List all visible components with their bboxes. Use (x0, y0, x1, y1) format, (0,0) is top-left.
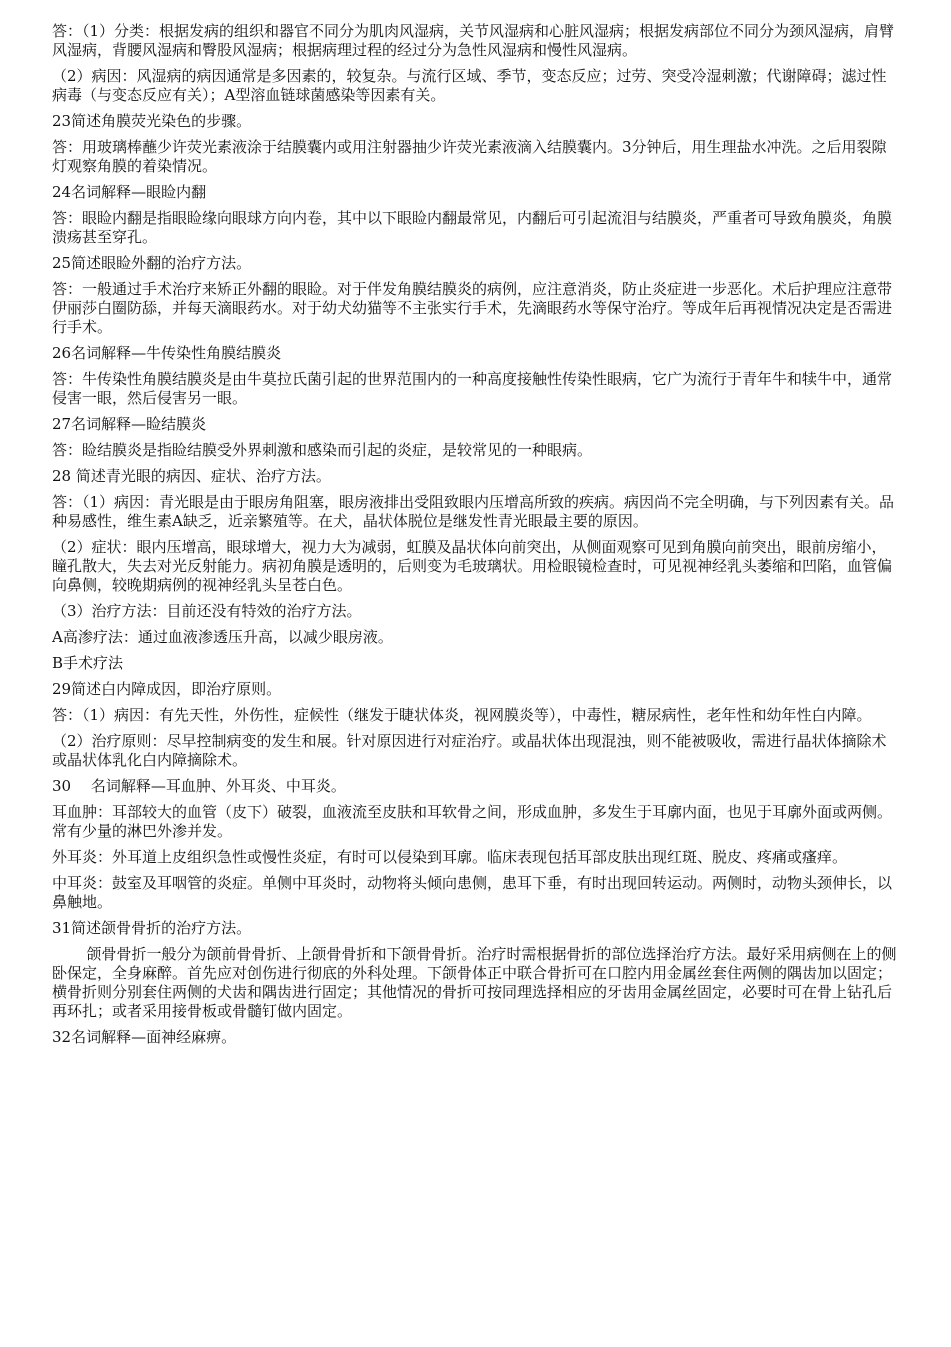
question-29: 29简述白内障成因，即治疗原则。 (52, 680, 282, 698)
answer-23: 答：用玻璃棒蘸少许荧光素液涂于结膜囊内或用注射器抽少许荧光素液滴入结膜囊内。3分钟后，用生理盐水冲洗。之后用裂隙灯观察角膜的着染情况。 (52, 138, 887, 175)
answer-25: 答：一般通过手术治疗来矫正外翻的眼睑。对于伴发角膜结膜炎的病例，应注意消炎，防止炎症进一步恶化。术后护理应注意带伊丽莎白圈防舔，并每天滴眼药水。对于幼犬幼猫等不主张实行手术，先滴眼药水等保守治疗。等成年后再视情况决定是否需进行手术。 (52, 280, 893, 336)
answer-22-cause: （2）病因：风湿病的病因通常是多因素的，较复杂。与流行区域、季节，变态反应；过劳、突受冷湿刺激；代谢障碍；滤过性病毒（与变态反应有关）；A型溶血链球菌感染等因素有关。 (52, 67, 887, 104)
answer-24: 答：眼睑内翻是指眼睑缘向眼球方向内卷，其中以下眼睑内翻最常见，内翻后可引起流泪与结膜炎，严重者可导致角膜炎，角膜溃疡甚至穿孔。 (52, 209, 893, 246)
answer-27: 答：睑结膜炎是指睑结膜受外界刺激和感染而引起的炎症，是较常见的一种眼病。 (52, 441, 593, 459)
answer-29-cause: 答：（1）病因：有先天性，外伤性，症候性（继发于睫状体炎，视网膜炎等），中毒性，糖尿病性，老年性和幼年性白内障。 (52, 706, 872, 724)
answer-28-treatment-a: A高渗疗法：通过血液渗透压升高，以减少眼房液。 (52, 628, 393, 646)
question-28: 28 简述青光眼的病因、症状、治疗方法。 (52, 467, 331, 485)
question-24: 24名词解释—眼睑内翻 (52, 183, 207, 201)
answer-30-ear-hematoma: 耳血肿：耳部较大的血管（皮下）破裂，血液流至皮肤和耳软骨之间，形成血肿，多发生于耳廓内面，也见于耳廓外面或两侧。常有少量的淋巴外渗并发。 (52, 803, 893, 840)
answer-29-principle: （2）治疗原则：尽早控制病变的发生和展。针对原因进行对症治疗。或晶状体出现混浊，则不能被吸收，需进行晶状体摘除术或晶状体乳化白内障摘除术。 (52, 732, 887, 769)
answer-22-classification: 答：（1）分类：根据发病的组织和器官不同分为肌肉风湿病，关节风湿病和心脏风湿病；根据发病部位不同分为颈风湿病，肩臂风湿病，背腰风湿病和臀股风湿病；根据病理过程的经过分为急性风湿病和慢性风湿病。 (52, 22, 895, 59)
answer-28-symptoms: （2）症状：眼内压增高，眼球增大，视力大为减弱，虹膜及晶状体向前突出，从侧面观察可见到角膜向前突出，眼前房缩小，瞳孔散大，失去对光反射能力。病初角膜是透明的，后则变为毛玻璃状。用检眼镜检查时，可见视神经乳头萎缩和凹陷，血管偏向鼻侧，较晚期病例的视神经乳头呈苍白色。 (52, 538, 893, 594)
question-30: 30 名词解释—耳血肿、外耳炎、中耳炎。 (52, 777, 346, 795)
answer-30-otitis-externa: 外耳炎：外耳道上皮组织急性或慢性炎症，有时可以侵染到耳廓。临床表现包括耳部皮肤出现红斑、脱皮、疼痛或瘙痒。 (52, 848, 848, 866)
answer-28-treatment: （3）治疗方法：目前还没有特效的治疗方法。 (52, 602, 362, 620)
question-25: 25简述眼睑外翻的治疗方法。 (52, 254, 252, 272)
answer-30-otitis-media: 中耳炎：鼓室及耳咽管的炎症。单侧中耳炎时，动物将头倾向患侧，患耳下垂，有时出现回转运动。两侧时，动物头颈伸长，以鼻触地。 (52, 874, 893, 911)
answer-31: 颌骨骨折一般分为颌前骨骨折、上颌骨骨折和下颌骨骨折。治疗时需根据骨折的部位选择治疗方法。最好采用病侧在上的侧卧保定，全身麻醉。首先应对创伤进行彻底的外科处理。下颌骨体正中联合骨折可在口腔内用金属丝套住两侧的隅齿加以固定；横骨折则分别套住两侧的犬齿和隅齿进行固定；其他情况的骨折可按同理选择相应的牙齿用金属丝固定，必要时可在骨上钻孔后再环扎；或者采用接骨板或骨髓钉做内固定。 (52, 945, 897, 1020)
answer-28-cause: 答：（1）病因：青光眼是由于眼房角阻塞，眼房液排出受阻致眼内压增高所致的疾病。病因尚不完全明确，与下列因素有关。品种易感性，维生素A缺乏，近亲繁殖等。在犬，晶状体脱位是继发性青光眼最主要的原因。 (52, 493, 895, 530)
question-27: 27名词解释—睑结膜炎 (52, 415, 207, 433)
question-23: 23简述角膜荧光染色的步骤。 (52, 112, 252, 130)
answer-28-treatment-b: B手术疗法 (52, 654, 124, 672)
question-26: 26名词解释—牛传染性角膜结膜炎 (52, 344, 282, 362)
question-31: 31简述颌骨骨折的治疗方法。 (52, 919, 252, 937)
answer-26: 答：牛传染性角膜结膜炎是由牛莫拉氏菌引起的世界范围内的一种高度接触性传染性眼病，它广为流行于青年牛和犊牛中，通常侵害一眼，然后侵害另一眼。 (52, 370, 893, 407)
question-32: 32名词解释—面神经麻痹。 (52, 1028, 237, 1046)
